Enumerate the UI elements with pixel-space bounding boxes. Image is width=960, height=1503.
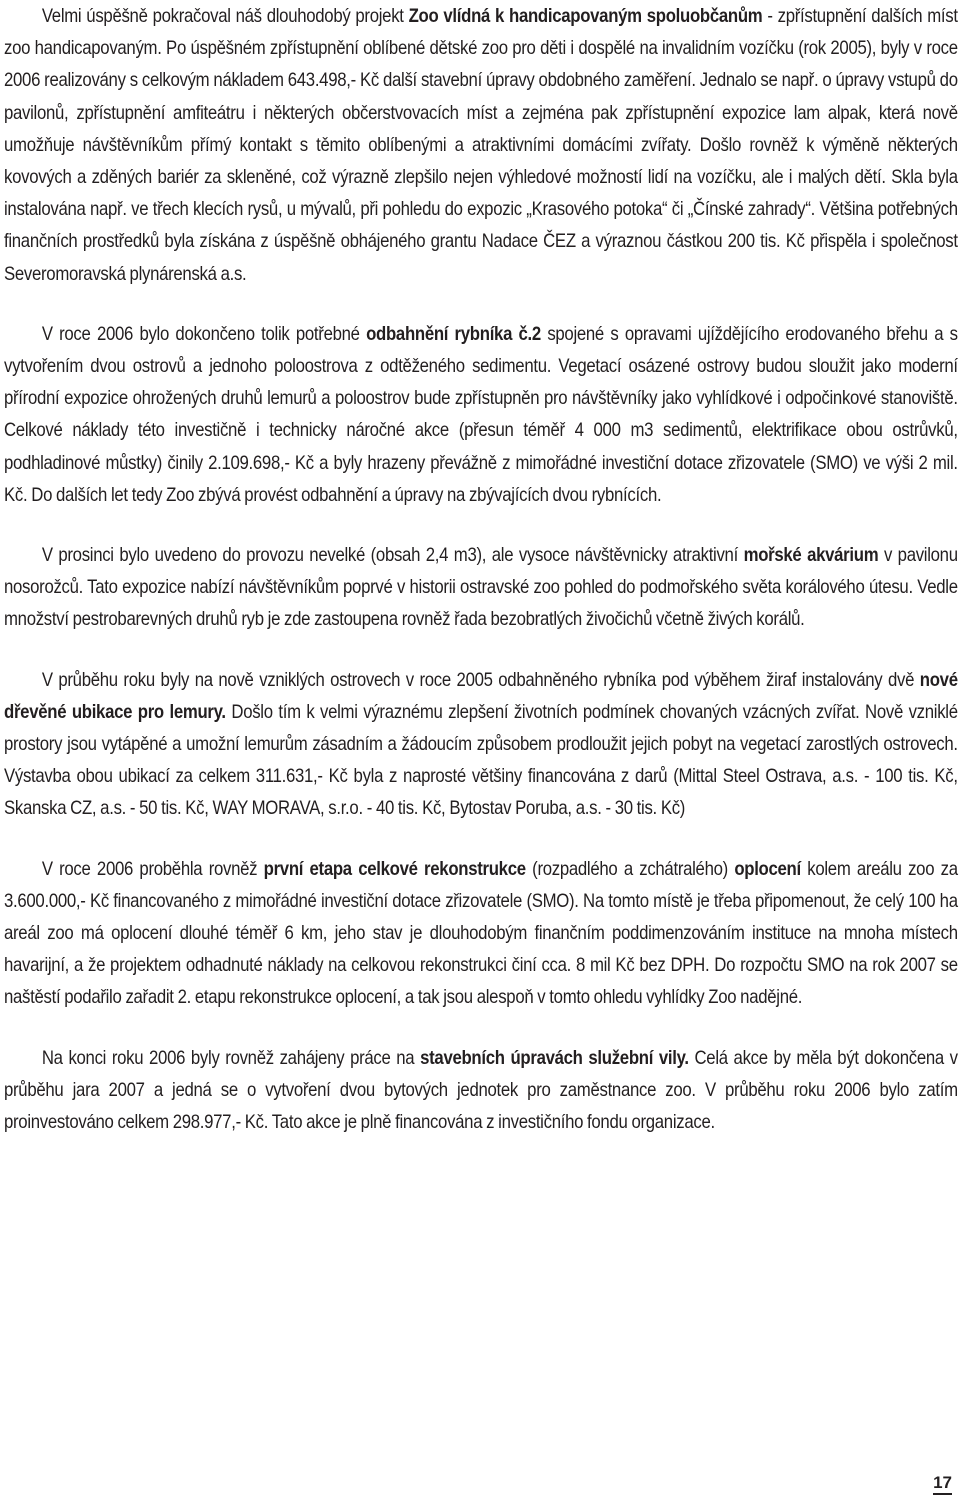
- body-text: v pavilonu nosorožců. Tato expozice nabízí návštěvníkům poprvé v historii ostravské zoo pohled do podmořského světa korálového útesu. Vedle množství pestrobarevných druhů ryb je zde zastoupena rovněž řada bezobratlých živočichů včetně živých korálů.: [4, 544, 958, 631]
- paragraph-staff-villa: [4, 1042, 958, 1139]
- body-text: Došlo tím k velmi výraznému zlepšení životních podmínek chovaných vzácných zvířat. Nově vzniklé prostory jsou vytápěné a umožní lemurům zásadním a žádoucím způsobem prodloužit jejich pobyt na vegetací zarostlých ostrovech. Výstavba obou ubikací za celkem 311.631,- Kč byla z naprosté většiny financována z darů (Mittal Steel Ostrava, a.s. - 100 tis. Kč, Skanska CZ, a.s. - 50 tis. Kč, WAY MORAVA, s.r.o. - 40 tis. Kč, Bytostav Poruba, a.s. - 30 tis. Kč): [4, 700, 958, 820]
- body-text: V prosinci bylo uvedeno do provozu nevelké (obsah 2,4 m3), ale vysoce návštěvnicky atraktivní: [41, 544, 744, 567]
- paragraph-lemur-shelters: [4, 664, 958, 825]
- body-text: V roce 2006 bylo dokončeno tolik potřebné: [41, 322, 367, 345]
- paragraph-fence-reconstruction: [4, 853, 958, 1014]
- bold-highlight-text: nové dřevěné ubikace pro lemury.: [4, 668, 958, 723]
- paragraph-pond-desilting: [4, 318, 958, 511]
- bold-highlight-text: mořské akvárium: [743, 544, 879, 567]
- body-text: (rozpadlého a zchátralého): [525, 857, 735, 880]
- body-text: Na konci roku 2006 byly rovněž zahájeny práce na: [41, 1046, 421, 1069]
- body-text: Celá akce by měla být dokončena v průběhu jara 2007 a jedná se o vytvoření dvou bytových jednotek pro zaměstnance zoo. V průběhu roku 2006 bylo zatím proinvestováno celkem 298.977,- Kč. Tato akce je plně financována z investičního fondu organizace.: [4, 1046, 958, 1134]
- body-text: V roce 2006 proběhla rovněž: [41, 857, 264, 880]
- body-text: - zpřístupnění dalších míst zoo handicapovaným. Po úspěšném zpřístupnění oblíbené dětské zoo pro děti i dospělé na invalidním vozíčku (rok 2005), byly v roce 2006 realizovány s celkovým nákladem 643.498,- Kč další stavební úpravy obdobného zaměření. Jednalo se např. o úpravy vstupů do pavilonů, zpřístupnění amfiteátru i některých občerstvovacích míst a zejména pak zpřístupnění expozice lam alpak, která nově umožňuje návštěvníkům přímý kontakt s těmito oblíbenými a atraktivními domácími zvířaty. Došlo rovněž k výměně některých kovových a zděných bariér za skleněné, což výrazně zlepšilo nejen výhledové možností lidí na vozíčku, ale i malých dětí. Skla byla instalována např. ve třech klecích rysů, u mývalů, při pohledu do expozic „Krasového potoka“ či „Čínské zahrady“. Většina potřebných finančních prostředků byla získána z úspěšně obhájeného grantu Nadace ČEZ a výraznou částkou 200 tis. Kč přispěla i společnost Severomoravská plynárenská a.s.: [4, 5, 958, 285]
- paragraph-accessibility-project: [4, 0, 958, 290]
- body-text: spojené s opravami ujíždějícího erodovaného břehu a s vytvořením dvou ostrovů a jednoho poloostrova z odtěženého sedimentu. Vegetací osázené ostrovy budou sloužit jako moderní přírodní expozice ohrožených druhů lemurů a poloostrov bude zpřístupněn pro návštěvníky jako vyhlídkové i odpočinkové stanoviště. Celkové náklady této investičně i technicky náročné akce (přesun téměř 4 000 m3 sedimentů, elektrifikace obou ostrůvků, podhladinové můstky) činily 2.109.698,- Kč a byly hrazeny převážně z mimořádné investiční dotace zřizovatele (SMO) ve výši 2 mil. Kč. Do dalších let tedy Zoo zbývá provést odbahnění a úpravy na zbývajících dvou rybnících.: [4, 322, 958, 506]
- body-text: Velmi úspěšně pokračoval náš dlouhodobý projekt: [41, 5, 409, 27]
- bold-highlight-text: Zoo vlídná k handicapovaným spoluobčanům: [408, 5, 763, 27]
- bold-highlight-text: stavebních úpravách služební vily.: [420, 1046, 689, 1069]
- bold-highlight-text: odbahnění rybníka č.2: [366, 322, 541, 345]
- bold-highlight-text: oplocení: [734, 857, 801, 880]
- bold-highlight-text: první etapa celkové rekonstrukce: [263, 857, 526, 880]
- paragraph-marine-aquarium: [4, 539, 958, 636]
- body-text: V průběhu roku byly na nově vzniklých ostrovech v roce 2005 odbahněného rybníka pod výběhem žiraf instalovány dvě: [41, 668, 920, 691]
- page-number: 17: [933, 1474, 952, 1495]
- body-text: kolem areálu zoo za 3.600.000,- Kč financovaného z mimořádné investiční dotace zřizovatele (SMO). Na tomto místě je třeba připomenout, že celý 100 ha areál zoo má oplocení dlouhé téměř 6 km, jeho stav je dlouhodobým finančním poddimenzováním instituce na mnoha místech havarijní, a že projektem odhadnuté náklady na celkovou rekonstrukci činí cca. 8 mil Kč bez DPH. Do rozpočtu SMO na rok 2007 se naštěstí podařilo zařadit 2. etapu rekonstrukce oplocení, a tak jsou alespoň v tomto ohledu vyhlídky Zoo nadějné.: [4, 857, 958, 1009]
